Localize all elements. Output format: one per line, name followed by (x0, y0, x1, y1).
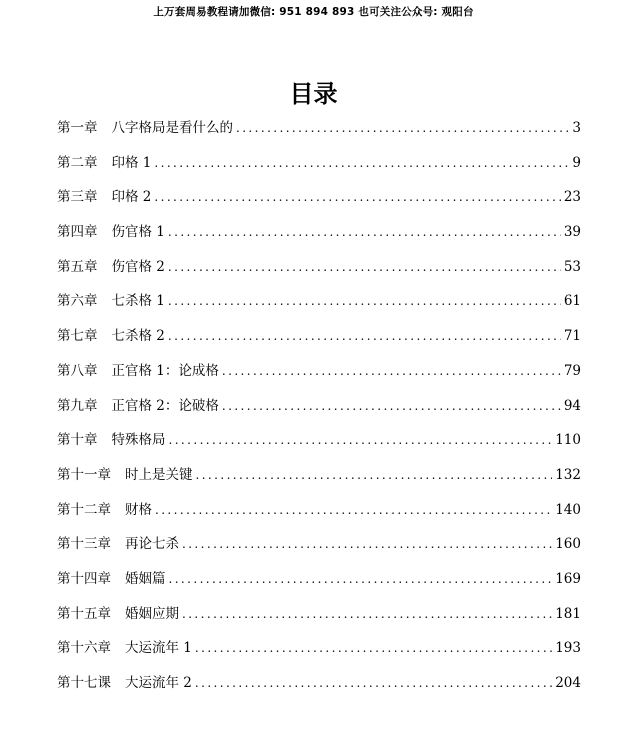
toc-page-number: 79 (563, 362, 581, 379)
toc-chapter-title: 七杀格 1 (111, 293, 165, 310)
toc-dot-leader (168, 257, 561, 277)
toc-chapter-number: 第七章 (57, 328, 98, 345)
toc-page-number: 61 (563, 293, 581, 310)
toc-entry[interactable] (57, 257, 581, 292)
toc-dot-leader (168, 291, 561, 311)
toc-page-number: 3 (572, 120, 581, 136)
toc-page-number: 39 (563, 224, 581, 241)
toc-dot-leader (169, 430, 553, 450)
toc-entry[interactable] (57, 604, 581, 639)
toc-page-number: 169 (555, 570, 581, 587)
toc-chapter-number: 第三章 (57, 189, 98, 206)
toc-chapter-title: 特殊格局 (111, 432, 166, 449)
table-of-contents (57, 118, 581, 708)
toc-dot-leader (236, 118, 569, 138)
toc-entry[interactable] (57, 500, 581, 535)
toc-dot-leader (154, 187, 560, 207)
toc-entry[interactable] (57, 430, 581, 465)
toc-entry[interactable] (57, 465, 581, 500)
toc-page-number: 23 (563, 189, 581, 206)
toc-chapter-number: 第一章 (57, 120, 98, 136)
toc-chapter-title: 财格 (125, 501, 152, 518)
toc-chapter-title: 七杀格 2 (111, 328, 165, 345)
toc-dot-leader (169, 569, 553, 589)
page-header: 上万套周易教程请加微信: 951 894 893 也可关注公众号: 观阳台 (153, 6, 474, 18)
toc-page-number: 71 (563, 328, 581, 345)
toc-entry[interactable] (57, 222, 581, 257)
toc-dot-leader (182, 534, 552, 554)
toc-chapter-title: 婚姻应期 (125, 605, 179, 622)
toc-chapter-number: 第十三章 (57, 536, 111, 553)
toc-chapter-number: 第十章 (57, 432, 98, 449)
toc-chapter-title: 印格 1 (111, 154, 152, 171)
toc-entry[interactable] (57, 361, 581, 396)
toc-entry[interactable] (57, 187, 581, 222)
toc-chapter-number: 第十七课 (57, 675, 111, 691)
toc-chapter-title: 伤官格 2 (111, 258, 165, 275)
toc-page-number: 160 (555, 536, 581, 553)
toc-dot-leader (154, 153, 569, 173)
toc-entry[interactable] (57, 118, 581, 153)
toc-page-number: 53 (563, 258, 581, 275)
toc-chapter-number: 第四章 (57, 224, 98, 241)
toc-dot-leader (168, 326, 561, 346)
toc-chapter-number: 第九章 (57, 397, 98, 414)
toc-chapter-number: 第二章 (57, 154, 98, 171)
toc-chapter-title: 大运流年 1 (125, 640, 192, 657)
toc-entry[interactable] (57, 673, 581, 708)
toc-title: 目录 (289, 80, 338, 108)
toc-entry[interactable] (57, 153, 581, 188)
toc-dot-leader (195, 638, 552, 658)
toc-chapter-title: 正官格 1：论成格 (111, 362, 219, 379)
toc-page-number: 110 (555, 432, 581, 449)
toc-page-number: 140 (555, 501, 581, 518)
toc-dot-leader (222, 396, 561, 416)
toc-chapter-title: 正官格 2：论破格 (111, 397, 219, 414)
toc-dot-leader (196, 465, 553, 485)
toc-chapter-title: 八字格局是看什么的 (111, 120, 233, 136)
toc-dot-leader (155, 500, 552, 520)
toc-chapter-number: 第六章 (57, 293, 98, 310)
toc-page-number: 94 (563, 397, 581, 414)
toc-dot-leader (182, 604, 552, 624)
toc-dot-leader (168, 222, 561, 242)
toc-page-number: 193 (555, 640, 581, 657)
toc-entry[interactable] (57, 396, 581, 431)
toc-entry[interactable] (57, 326, 581, 361)
toc-chapter-number: 第十六章 (57, 640, 111, 657)
toc-chapter-title: 婚姻篇 (125, 570, 166, 587)
toc-chapter-number: 第十一章 (57, 466, 111, 483)
toc-chapter-number: 第十五章 (57, 605, 111, 622)
toc-page-number: 204 (555, 675, 581, 691)
toc-chapter-title: 印格 2 (111, 189, 152, 206)
toc-chapter-number: 第八章 (57, 362, 98, 379)
toc-chapter-number: 第五章 (57, 258, 98, 275)
toc-dot-leader (222, 361, 561, 381)
toc-page-number: 9 (572, 154, 581, 171)
toc-chapter-title: 时上是关键 (125, 466, 193, 483)
toc-page-number: 132 (555, 466, 581, 483)
toc-chapter-title: 伤官格 1 (111, 224, 165, 241)
toc-chapter-title: 大运流年 2 (125, 675, 192, 691)
toc-entry[interactable] (57, 638, 581, 673)
toc-chapter-number: 第十四章 (57, 570, 111, 587)
toc-entry[interactable] (57, 291, 581, 326)
toc-entry[interactable] (57, 534, 581, 569)
toc-page-number: 181 (555, 605, 581, 622)
toc-dot-leader (195, 673, 552, 693)
toc-entry[interactable] (57, 569, 581, 604)
toc-chapter-title: 再论七杀 (125, 536, 179, 553)
toc-chapter-number: 第十二章 (57, 501, 111, 518)
